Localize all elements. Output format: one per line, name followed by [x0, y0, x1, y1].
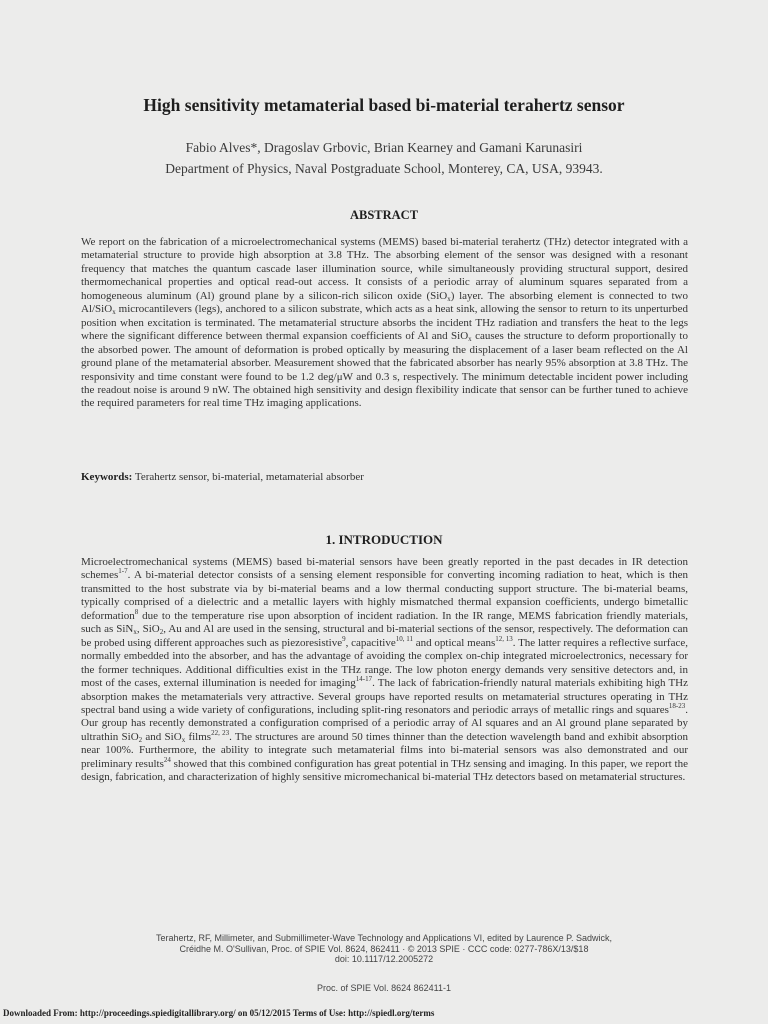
citation-ref: 18-23 [668, 701, 686, 710]
intro-text-segment: films [185, 730, 212, 743]
subscript: x [112, 308, 116, 317]
intro-text-segment: . The lack of fabrication-friendly natural materials exhibiting high THz absorption makes the metamaterials very attractive. Several groups have reported results on metamaterial structures operating in THz spectral band using a wide variety of configurations, including split-ring resonators and periodic arrays of metallic rings and squares [81, 677, 688, 716]
subscript: 2 [138, 735, 143, 744]
citation-ref: 9 [342, 634, 346, 643]
citation-ref: 22, 23 [211, 728, 230, 737]
intro-text-segment: Microelectromechanical systems (MEMS) based bi-material sensors have been greatly reported in the past decades in IR detection schemes [81, 556, 688, 582]
subscript: x [133, 628, 137, 637]
keywords-list: Terahertz sensor, bi-material, metamaterial absorber [132, 471, 364, 483]
section-heading-introduction: 1. INTRODUCTION [325, 532, 443, 547]
intro-text-segment: . The latter requires a reflective surface, normally embedded into the absorber, and has the advantage of avoiding the complex on-chip integrated microelectronics, necessary for the former techniques. Additional difficulties exist in the THz range. The low photon energy demands very sensitive detectors and, in most of the cases, external illumination is needed for imaging [81, 636, 688, 690]
intro-text-segment: , capacitive [345, 636, 396, 649]
subscript: x [181, 735, 186, 744]
intro-text-segment: . A bi-material detector consists of a sensing element responsible for converting incoming radiation to heat, which is then transmitted to the host substrate via by bi-material beams and a low thermal conducting support structure. The bi-material beams, typically comprised of a dielectric and a metallic layers with highly mismatched thermal expansion coefficients, undergo bimetallic deformation [81, 569, 688, 622]
download-notice: Downloaded From: http://proceedings.spiedigitallibrary.org/ on 05/12/2015 Terms of Use: http://spiedl.org/terms [3, 1008, 435, 1018]
introduction-paragraph [81, 556, 688, 785]
intro-text-segment: and SiO [142, 730, 182, 743]
paper-title: High sensitivity metamaterial based bi-material terahertz sensor [143, 95, 625, 115]
affiliation: Department of Physics, Naval Postgraduate School, Monterey, CA, USA, 93943. [165, 161, 603, 176]
abstract-text-segment: ) layer. The absorbing element is connected to two Al/SiO [81, 289, 688, 316]
intro-text-segment: showed that this combined configuration has great potential in THz sensing and imaging. In this paper, we report the design, fabrication, and characterization of highly sensitive micromechanical bi-material THz detectors based on metamaterial structures. [81, 757, 688, 784]
intro-text-segment: . Our group has recently demonstrated a configuration comprised of a periodic array of Al squares and an Al ground plane separated by ultrathin SiO [81, 703, 688, 743]
intro-text-segment: . The structures are around 50 times thinner than the detection wavelength band and exhibit absorption near 100%. Furthermore, the ability to integrate such metamaterial films into bi-material sensors was also demonstrated and our preliminary results [81, 730, 689, 770]
intro-text-segment: due to the temperature rise upon absorption of incident radiation. In the IR range, MEMS fabrication friendly materials, such as SiN [81, 609, 688, 636]
keywords [81, 471, 688, 485]
citation-ref: 12, 13 [495, 634, 513, 643]
footer-doi: doi: 10.1117/12.2005272 [334, 954, 434, 964]
citation-ref: 14-17 [355, 675, 373, 684]
footer-line: Créidhe M. O'Sullivan, Proc. of SPIE Vol. 8624, 862411 · © 2013 SPIE · CCC code: 0277-786X/13/$18 [179, 943, 589, 954]
intro-text-segment: , SiO [136, 623, 160, 636]
abstract-paragraph [81, 236, 688, 411]
subscript: x [447, 294, 451, 303]
keywords-label: Keywords: [81, 471, 133, 483]
subscript: x [468, 335, 472, 344]
intro-text-segment: , Au and Al are used in the sensing, structural and bi-material sections of the sensor, respectively. The deformation can be probed using different approaches such as piezoresistive [81, 623, 688, 649]
intro-text-segment: and optical means [413, 636, 496, 649]
footer-line: Terahertz, RF, Millimeter, and Submillimeter-Wave Technology and Applications VI, edited by Laurence P. Sadwick, [155, 933, 613, 943]
author-list: Fabio Alves*, Dragoslav Grbovic, Brian Kearney and Gamani Karunasiri [185, 140, 583, 155]
abstract-heading: ABSTRACT [349, 208, 419, 222]
citation-ref: 24 [163, 755, 171, 764]
citation-ref: 8 [134, 607, 139, 616]
abstract-text-segment: microcantilevers (legs), anchored to a silicon substrate, which acts as a heat sink, allowing the sensor to return to its unperturbed position when excitation is terminated. The metamaterial structure absorbs the incident THz radiation and transfers the heat to the legs where the significant difference between thermal expansion coefficients of Al and SiO [81, 303, 688, 343]
abstract-text-segment: We report on the fabrication of a microelectromechanical systems (MEMS) based bi-material terahertz (THz) detector integrated with a metamaterial structure to provide high absorption at 3.8 THz. The absorbing element of the sensor was designed with a resonant frequency that matches the quantum cascade laser illumination source, while simultaneously providing structural support, desired thermomechanical properties and optical read-out access. It consists of a periodic array of aluminum squares separated from a homogeneous aluminum (Al) ground plane by a silicon-rich silicon oxide (SiO [81, 236, 688, 302]
citation-ref: 10, 11 [395, 634, 413, 643]
abstract-text-segment: causes the structure to deform proportionally to the absorbed power. The amount of deformation is probed optically by measuring the displacement of a laser beam reflected on the Al ground plane of the metamaterial absorber. Measurement showed that the fabricated absorber has nearly 95% absorption at 3.8 THz. The responsivity and time constant were found to be 1.2 deg/μW and 0.3 s, respectively. The minimum detectable incident power including the readout noise is around 9 nW. The obtained high sensitivity and design flexibility indicate that sensor can be further tuned to achieve the required parameters for real time THz imaging applications. [81, 330, 688, 410]
citation-ref: 1-7 [118, 567, 128, 576]
page-reference: Proc. of SPIE Vol. 8624 862411-1 [317, 983, 451, 993]
publication-footer [0, 933, 768, 965]
subscript: 2 [159, 628, 164, 637]
